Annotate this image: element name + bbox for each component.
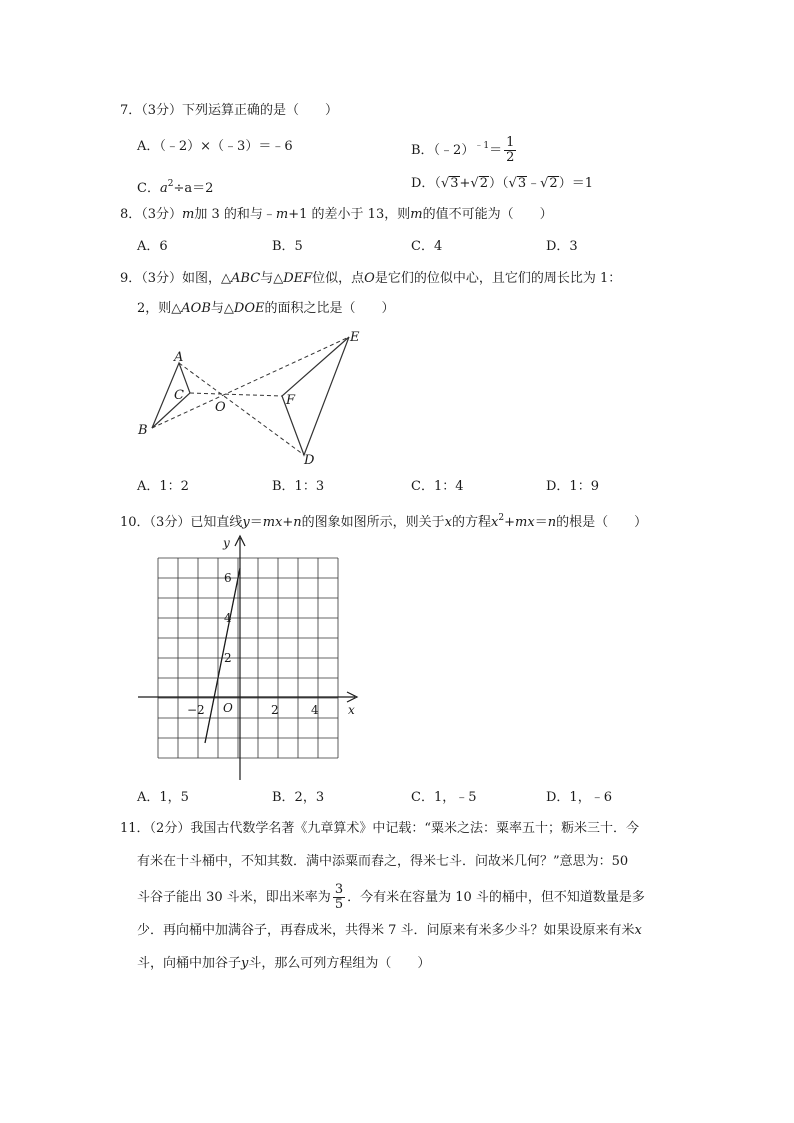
q10-var-y: y: [242, 515, 250, 530]
q7-b-equals: ＝: [489, 143, 503, 158]
tick-x-neg2: −2: [187, 703, 205, 717]
tick-x-2: 2: [271, 703, 279, 717]
q7-d-radicand-1: 3: [450, 176, 459, 191]
q7-stem: 7．（3分）下列运算正确的是（ ）: [120, 103, 339, 118]
q7-d-op-2: ﹣: [527, 176, 541, 191]
q7-d-mid: ）（: [489, 176, 509, 191]
x-axis-label: x: [348, 703, 355, 717]
q7-option-b: [411, 128, 518, 169]
q11-line4: [137, 922, 642, 940]
q7-c-base: a: [159, 181, 168, 196]
label-o: O: [215, 400, 226, 415]
q8-option-d: D．3: [546, 239, 578, 254]
q7-d-op-1: +: [459, 176, 471, 191]
q9-l1-pre: 9．（3分）如图，△: [120, 271, 232, 286]
label-d: D: [304, 453, 315, 468]
label-c: C: [174, 388, 184, 403]
q8-var-m: m: [182, 207, 195, 222]
q10-graph: [130, 530, 370, 785]
q7-d-prefix: D．（: [411, 176, 441, 191]
q11-line3-pre: 斗谷子能出 30 斗米，即出米率为: [137, 890, 331, 905]
ray-a-d: [179, 363, 304, 455]
q11-var-x: x: [634, 923, 642, 938]
q10-var-x: x: [444, 515, 453, 530]
q9-l2-mid: 与△: [210, 301, 234, 316]
q10-option-d: D．1，﹣6: [546, 790, 612, 805]
q10-var-mx: mx: [262, 515, 283, 530]
q10-eq-1: ＝: [249, 515, 263, 530]
origin-label: O: [223, 701, 233, 715]
q10-stem: [120, 509, 647, 532]
label-a: A: [174, 350, 184, 365]
q7-option-a: A．（﹣2）×（﹣3）＝﹣6: [137, 139, 293, 154]
q10-stem-mid: 的图象如图所示，则关于: [301, 515, 445, 530]
q8-option-c: C．4: [411, 239, 443, 254]
q7-b-denominator: 2: [506, 150, 515, 165]
q10-plus-2: +: [504, 515, 516, 530]
q9-tri-def: DEF: [283, 271, 313, 286]
q10-option-c: C．1，﹣5: [411, 790, 477, 805]
q11-fraction: [333, 883, 345, 912]
q10-eq-2: ＝: [534, 515, 548, 530]
q9-point-o: O: [364, 271, 375, 286]
q9-option-d: D．1：9: [546, 479, 599, 494]
q7-b-fraction: [504, 136, 516, 165]
tick-y-4: 4: [224, 611, 232, 625]
q10-stem-end: 的根是（ ）: [556, 515, 648, 530]
y-axis-label: y: [223, 536, 230, 550]
tick-x-4: 4: [311, 703, 319, 717]
q7-b-prefix: B．（﹣2）: [411, 143, 475, 158]
q10-var-mx-2: mx: [515, 515, 535, 530]
q11-var-y: y: [241, 956, 249, 971]
label-e: E: [350, 330, 360, 345]
label-b: B: [138, 423, 148, 438]
tick-y-6: 6: [224, 571, 232, 585]
q8-option-b: B．5: [272, 239, 303, 254]
q8-stem-end: 的值不可能为（ ）: [422, 207, 553, 222]
q7-b-exponent: ﹣1: [474, 141, 490, 151]
q11-line5-post: 斗，那么可列方程组为（ ）: [248, 956, 431, 971]
q7-d-radicand-4: 2: [549, 176, 558, 191]
q7-c-rest: ÷a＝2: [173, 181, 214, 196]
q10-grid: [158, 558, 338, 758]
q10-var-n: n: [293, 515, 302, 530]
q11-line5: [137, 955, 430, 973]
q7-c-exponent: 2: [167, 179, 174, 189]
triangle-abc: [152, 363, 190, 428]
q10-var-n-2: n: [547, 515, 557, 530]
tick-y-2: 2: [224, 651, 232, 665]
q7-c-prefix: C．: [137, 181, 160, 196]
q8-stem-mid: 加 3 的和与﹣: [194, 207, 276, 222]
line-y-mx-n: [205, 568, 240, 743]
q10-plus: +: [282, 515, 294, 530]
q10-var-x-2: x: [491, 515, 499, 530]
q11-frac-denominator: 5: [334, 897, 344, 912]
q11-line4-text: 少．再向桶中加满谷子，再舂成米，共得米 7 斗．问原来有米多少斗？如果设原来有米: [137, 923, 635, 938]
ray-c-f: [190, 393, 282, 396]
q8-stem: [120, 206, 553, 224]
q9-option-a: A．1：2: [137, 479, 189, 494]
q8-var-m-3: m: [410, 207, 423, 222]
q9-similarity-figure: [130, 325, 370, 470]
q11-line3: [137, 880, 645, 916]
q8-stem-pre: 8．（3分）: [120, 207, 183, 222]
q7-d-end: ）＝1: [558, 176, 593, 191]
q8-option-a: A．6: [137, 239, 168, 254]
q9-l2-end: 的面积之比是（ ）: [264, 301, 395, 316]
q7-b-numerator: 1: [506, 135, 515, 150]
q10-option-a: A．1，5: [137, 790, 189, 805]
q7-option-c: [137, 175, 213, 198]
q9-option-c: C．1：4: [411, 479, 464, 494]
q10-option-b: B．2，3: [272, 790, 325, 805]
q11-line1: 11．（2分）我国古代数学名著《九章算术》中记载：“粟米之法：粟率五十；粝米三十．今: [120, 821, 639, 836]
q9-l1-mid2: 位似，点: [312, 271, 365, 286]
q7-option-d: D．（√3+√2）（√3﹣√2）＝1: [411, 176, 593, 191]
q9-stem-line1: [120, 270, 621, 288]
q7-d-radicand-3: 3: [517, 176, 527, 191]
q11-line3-post: ．今有米在容量为 10 斗的桶中，但不知道数量是多: [347, 890, 645, 905]
q9-l2-pre: 2，则△: [137, 301, 182, 316]
q10-stem-pre: 10．（3分）已知直线: [120, 515, 243, 530]
q11-line5-pre: 斗，向桶中加谷子: [137, 956, 242, 971]
q9-tri-abc: ABC: [231, 271, 261, 286]
q9-option-b: B．1：3: [272, 479, 325, 494]
q9-tri-aob: AOB: [181, 301, 211, 316]
q9-tri-doe: DOE: [233, 301, 265, 316]
q11-frac-numerator: 3: [334, 882, 344, 897]
q10-stem-mid2: 的方程: [452, 515, 492, 530]
q9-l1-mid: 与△: [260, 271, 284, 286]
q7-d-radicand-2: 2: [479, 176, 488, 191]
q9-stem-line2: [137, 300, 394, 318]
q8-stem-mid2: +1 的差小于 13，则: [288, 207, 411, 222]
q8-var-m-2: m: [275, 207, 289, 222]
q9-l1-end: 是它们的位似中心，且它们的周长比为 1：: [374, 271, 622, 286]
q10-square: 2: [498, 513, 505, 523]
q11-line2: 有米在十斗桶中，不知其数．满中添粟而舂之，得米七斗．问故米几何？”意思为：50: [137, 854, 629, 869]
label-f: F: [286, 393, 296, 408]
